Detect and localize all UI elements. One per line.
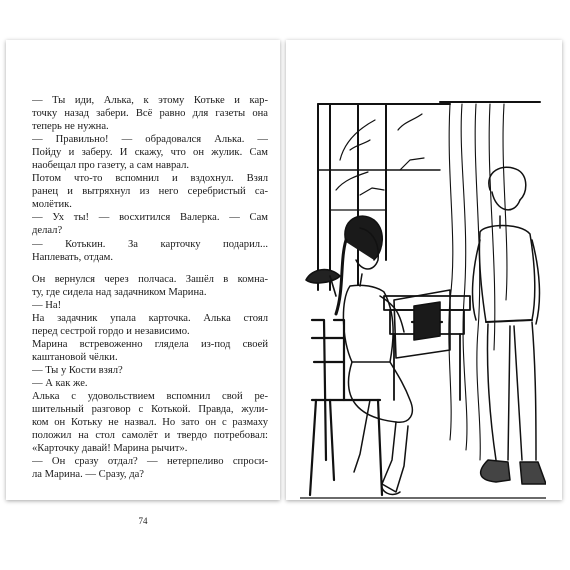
text-line: каштановой чёлки. xyxy=(32,351,118,363)
body-text xyxy=(32,94,268,481)
text-line: ла Марина. — Сразу, да? xyxy=(32,469,144,481)
text-line: шительный разговор с Котькой. Правда, жули- xyxy=(32,404,268,416)
text-line: На задачник упала карточка. Алька стоял xyxy=(32,312,268,324)
text-line: ту, где сидела над задачником Марина. xyxy=(32,286,207,298)
text-line: — Ты у Кости взял? xyxy=(32,364,123,376)
text-line: теперь не нужна. xyxy=(32,121,109,133)
text-line: Алька с удовольствием вспомнил свой ре- xyxy=(32,391,268,403)
text-line: — Ты иди, Алька, к этому Котьке и кар- xyxy=(32,95,268,106)
text-line: ранец и вытряхнул из него серебристый са- xyxy=(32,186,268,198)
text-line: перед сестрой гордо и независимо. xyxy=(32,325,190,337)
text-line: Потом что-то вспомнил и вздохнул. Взял xyxy=(32,173,268,185)
text-line: точку назад забери. Всё равно для газеты она xyxy=(32,108,268,120)
text-line: — Он сразу отдал? — нетерпеливо спроси- xyxy=(32,456,268,468)
text-line: Пойду и заберу. И скажу, что он жулик. Сам xyxy=(32,147,268,159)
text-line: «Карточку давай! Марина рычит». xyxy=(32,443,188,455)
right-page xyxy=(286,40,562,500)
boy xyxy=(473,167,546,484)
left-page xyxy=(6,40,280,526)
text-line: делал? xyxy=(32,225,63,237)
text-line: ком он Котьку не назвал. Но зато он с размаху xyxy=(32,417,268,429)
text-line: — Котькин. За карточку подарил... xyxy=(32,238,268,250)
text-line: Марина встревоженно глядела из-под своей xyxy=(32,338,268,350)
branches xyxy=(336,114,424,195)
text-line: молётик. xyxy=(32,199,72,211)
paragraph-break xyxy=(32,264,268,273)
text-line: — На! xyxy=(32,299,62,311)
text-line: — Ух ты! — восхитился Валерка. — Сам xyxy=(32,212,268,224)
text-line: Наплевать, отдам. xyxy=(32,251,114,263)
illustration xyxy=(300,100,546,510)
text-line: — А как же. xyxy=(32,377,88,389)
window xyxy=(318,104,450,290)
page-number: 74 xyxy=(138,516,148,526)
lamp xyxy=(306,270,340,296)
text-line: положил на стол самолёт и твердо потребовал: xyxy=(32,430,268,442)
text-line: наобещал про газету, а сам наврал. xyxy=(32,160,190,172)
girl xyxy=(336,216,412,494)
text-line: Он вернулся через полчаса. Зашёл в комна- xyxy=(32,273,268,285)
text-line: — Правильно! — обрадовался Алька. — xyxy=(32,134,268,146)
